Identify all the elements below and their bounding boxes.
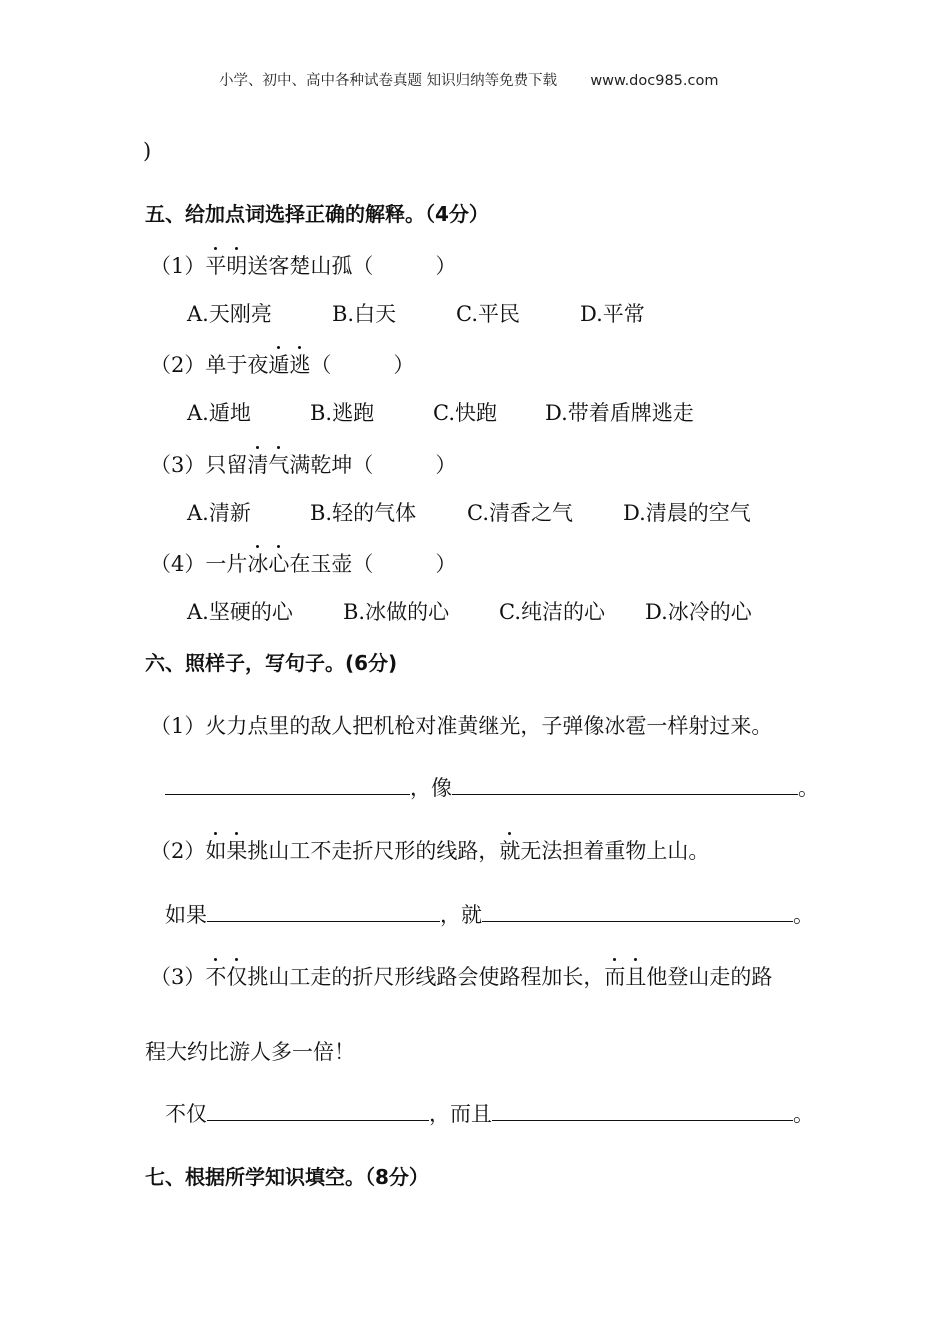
header-url: www.doc985.com xyxy=(590,73,719,89)
option-b: B.白天 xyxy=(332,302,397,326)
header-text: 小学、初中、高中各种试卷真题 知识归纳等免费下载 xyxy=(219,73,558,89)
dotted-word: 平明 xyxy=(205,254,248,278)
s6-answer-line-2: 如果 ，就 。 xyxy=(165,903,814,927)
s5-q3-options xyxy=(187,500,751,526)
option-d: D.清晨的空气 xyxy=(623,501,751,525)
dotted-word: 遁逃 xyxy=(268,353,311,377)
section-7-title: 七、根据所学知识填空。（8分） xyxy=(145,1165,429,1189)
answer-blank[interactable] xyxy=(452,774,798,795)
answer-blank[interactable] xyxy=(492,1100,793,1121)
answer-blank[interactable] xyxy=(165,774,410,795)
dotted-word: 冰心 xyxy=(247,552,290,576)
option-a: A.天刚亮 xyxy=(187,302,272,326)
dotted-word: 就 xyxy=(499,839,521,863)
option-c: C.纯洁的心 xyxy=(499,600,605,624)
s5-q4-options xyxy=(187,599,752,625)
dotted-word: 如果 xyxy=(205,839,248,863)
s6-answer-line-1: ，像 。 xyxy=(165,774,819,801)
option-a: A.清新 xyxy=(187,501,251,525)
s6-example-2: （2）如果挑山工不走折尺形的线路，就无法担着重物上山。 xyxy=(150,839,710,863)
option-b: B.冰做的心 xyxy=(343,600,450,624)
s5-question-2: （2）单于夜遁逃（ ） xyxy=(150,353,415,377)
s6-example-1: （1）火力点里的敌人把机枪对准黄继光，子弹像冰雹一样射过来。 xyxy=(150,714,773,738)
section-5-title: 五、给加点词选择正确的解释。（4分） xyxy=(145,202,489,226)
s5-q1-options xyxy=(187,301,645,327)
s5-q2-options xyxy=(187,400,694,426)
dotted-word: 不仅 xyxy=(205,965,248,989)
page-header xyxy=(219,68,719,94)
s5-question-1: （1）平明送客楚山孤（ ） xyxy=(150,254,457,278)
option-b: B.轻的气体 xyxy=(310,501,417,525)
dotted-word: 而且 xyxy=(604,965,647,989)
continued-paren: ) xyxy=(143,139,152,163)
answer-blank[interactable] xyxy=(482,901,793,922)
option-d: D.带着盾牌逃走 xyxy=(545,401,694,425)
s6-example-3-continued: 程大约比游人多一倍！ xyxy=(145,1040,355,1064)
section-6-title: 六、照样子，写句子。(6分) xyxy=(145,651,398,675)
answer-blank[interactable] xyxy=(207,1100,429,1121)
s5-question-4: （4）一片冰心在玉壶（ ） xyxy=(150,552,457,576)
option-d: D.平常 xyxy=(580,302,645,326)
s5-question-3: （3）只留清气满乾坤（ ） xyxy=(150,453,457,477)
dotted-word: 清气 xyxy=(247,453,290,477)
option-c: C.平民 xyxy=(456,302,520,326)
s6-example-3: （3）不仅挑山工走的折尺形线路会使路程加长，而且他登山走的路 xyxy=(150,965,773,989)
s6-answer-line-3: 不仅 ，而且 。 xyxy=(165,1102,814,1126)
option-c: C.快跑 xyxy=(433,401,497,425)
option-a: A.坚硬的心 xyxy=(187,600,293,624)
option-a: A.遁地 xyxy=(187,401,251,425)
option-c: C.清香之气 xyxy=(467,501,573,525)
option-d: D.冰冷的心 xyxy=(645,600,752,624)
answer-blank[interactable] xyxy=(207,901,440,922)
option-b: B.逃跑 xyxy=(310,401,375,425)
